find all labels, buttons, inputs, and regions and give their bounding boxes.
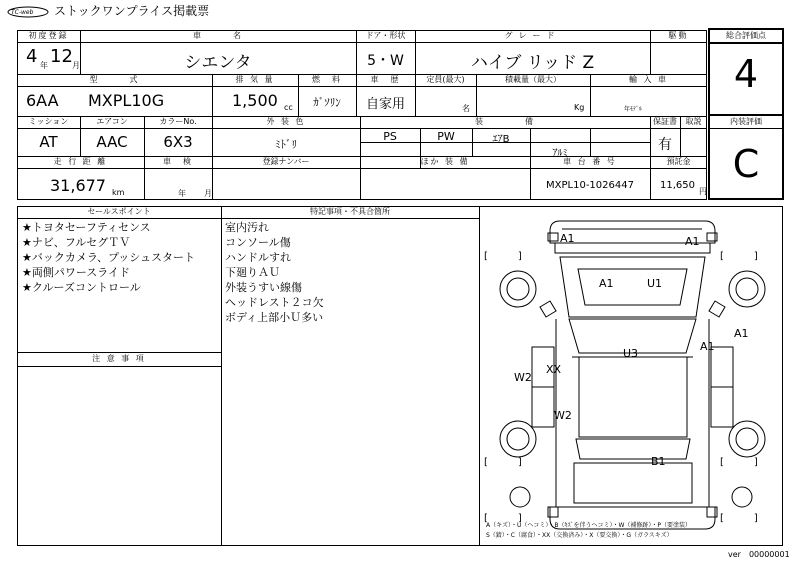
mark-a1-front-right: A1 [685,235,700,248]
warranty-value: 有 [658,137,672,153]
list-item: ★バックカメラ、プッシュスタート [22,251,195,264]
label-color-no: カラーNo. [159,117,197,126]
history-value: 自家用 [365,97,405,112]
label-overall-grade: 総合評価点 [726,31,766,40]
label-caution: 注 意 事 項 [92,354,146,363]
aircon-value: AAC [96,133,128,151]
reg-month: 12 [50,46,73,67]
mark-u1-hood: U1 [647,277,663,290]
list-item: 外装うすい線傷 [225,281,302,294]
unit-insp-month: 月 [204,189,212,198]
color-no-value: 6X3 [163,133,193,151]
label-grade: グレード [504,31,561,40]
unit-km: km [112,188,125,197]
interior-grade-value: C [732,142,760,186]
equip-ps: PS [383,130,397,143]
legend-line-1: A（キズ）・U（ヘコミ）・B（ｷｽﾞを伴うヘコミ）・W（補修跡）・P（要塗装） [486,522,692,529]
mark-w2-left-lower: W2 [554,409,572,422]
overall-grade-value: 4 [733,52,759,96]
unit-persons: 名 [462,104,470,113]
label-interior-grade: 内装評価 [730,117,762,126]
label-chassis-no: 車 台 番 号 [563,157,617,166]
label-warranty: 保証書 [653,117,677,126]
list-item: ボディ上部小Ｕ多い [225,311,324,324]
label-equipment: 装 備 [475,117,535,126]
reg-year: 4 [26,46,38,67]
label-ext-color: 外 装 色 [266,117,306,126]
displacement-value: 1,500 [232,91,278,110]
mark-b1-rear: B1 [651,455,666,468]
list-item: ヘッドレスト２コ欠 [225,296,324,309]
unit-yen: 円 [699,187,707,196]
mark-u3-roof: U3 [623,347,639,360]
sales-points-list [22,220,195,295]
svg-text:TC-web: TC-web [11,9,34,16]
bracket-front-right: [ ] [720,251,758,262]
mark-a1-hood: A1 [599,277,614,290]
tc-web-logo-icon [6,5,50,19]
chassis-no-value: MXPL10-1026447 [546,180,634,191]
label-plate: 登録ナンバー [262,157,310,166]
label-mileage: 走 行 距 離 [53,157,108,166]
unit-year: 年 [40,61,48,70]
label-displacement: 排 気 量 [235,75,275,84]
model-prefix: 6AA [26,91,59,110]
label-manual: 取説 [685,117,702,126]
label-fuel: 燃 料 [312,75,342,84]
label-capacity: 定員(最大) [426,75,465,84]
mileage-value: 31,677 [50,176,106,195]
list-item: ハンドルすれ [225,251,291,264]
page-title: ストックワンプライス掲載票 [54,4,210,18]
model-value: MXPL10G [88,91,165,110]
deposit-value: 11,650 [660,180,695,191]
bracket-rear-right: [ ] [720,457,758,468]
remarks-list [225,220,324,325]
label-other-equipment: ほか 装 備 [420,157,470,166]
label-car-name: 車 名 [193,31,243,40]
list-item: ★両側パワースライド [22,266,130,279]
mark-xx-left: XX [546,363,562,376]
label-door-shape: ドア・形状 [365,31,406,40]
version-label: ver 00000001 [728,550,790,559]
label-sales-points: セールスポイント [87,207,151,216]
mark-a1-front-left: A1 [560,232,575,245]
bracket-bottom-right: [ ] [720,513,758,524]
label-load: 積載量（最大） [505,75,561,84]
list-item: ★クルーズコントロール [22,281,141,294]
list-item: ★トヨタセーフティセンス [22,221,151,234]
bracket-rear-left: [ ] [484,457,522,468]
list-item: ★ナビ、フルセグＴＶ [22,236,131,249]
mark-a1-right-door: A1 [700,340,715,353]
list-item: コンソール傷 [225,236,291,249]
logo [6,4,50,18]
mark-a1-right-side: A1 [734,327,749,340]
bracket-bottom-left: [ ] [484,513,522,524]
label-aircon: エアコン [96,117,128,126]
label-first-reg: 初度登録 [28,31,69,40]
label-remarks: 特記事項・不具合箇所 [310,207,390,216]
label-history: 車 歴 [370,75,401,84]
unit-month: 月 [72,61,80,70]
unit-insp-year: 年 [178,189,186,198]
equip-pw: PW [437,130,455,143]
car-damage-diagram [480,207,782,545]
label-mission: ミッション [28,117,69,126]
list-item: 下廻りＡＵ [225,266,280,279]
legend-line-2: S（錆）・C（腐食）・XX（交換済み）・X（要交換）・G（ガラスキズ） [486,532,673,539]
grade-value: ハイブ リッド Z [470,53,595,73]
unit-kg: Kg [574,103,585,112]
equip-airbag: ｴｱB [492,134,510,145]
label-drive: 駆動 [668,31,689,40]
unit-cc: cc [284,103,293,112]
fuel-value: ｶﾞｿﾘﾝ [313,96,341,109]
bracket-front-left: [ ] [484,251,522,262]
mark-w2-left: W2 [514,371,532,384]
unit-model-year: 年ﾓﾃﾞﾙ [624,106,643,113]
car-outline-icon [500,221,765,529]
label-model: 型 式 [89,75,140,84]
ext-color-value: ﾐﾄﾞﾘ [275,138,297,151]
label-inspection: 車 検 [163,157,193,166]
equip-alumi: ｱﾙﾐ [552,148,568,159]
label-import: 輸 入 車 [628,75,669,84]
door-shape: 5・W [367,53,404,69]
label-price: 預託金 [666,157,691,166]
mission-value: AT [39,133,58,151]
car-name: シエンタ [184,53,252,73]
list-item: 室内汚れ [225,221,269,234]
